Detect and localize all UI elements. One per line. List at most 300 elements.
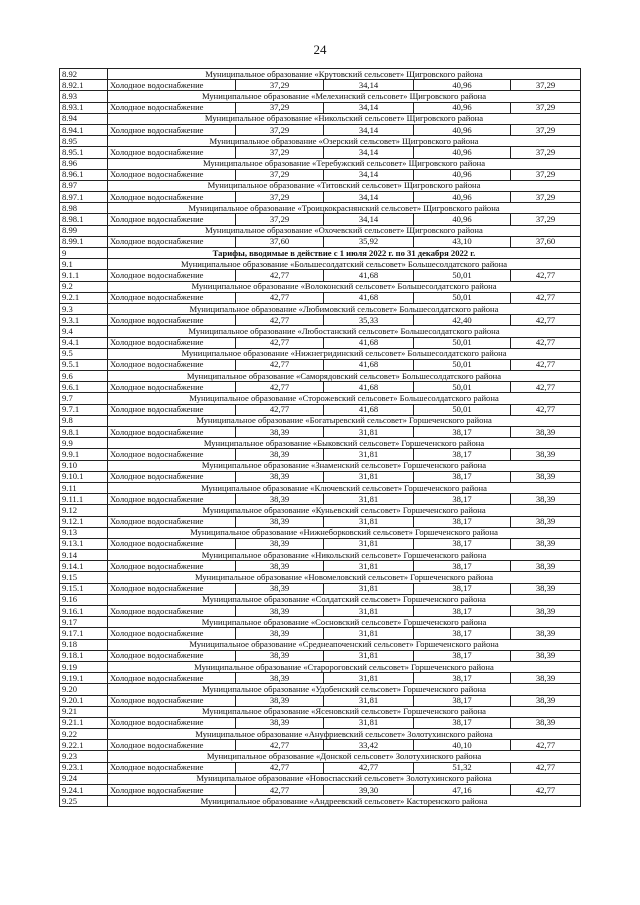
row-number: 8.96.1: [60, 169, 108, 180]
tariff-v1: 37,29: [236, 169, 324, 180]
tariff-v1: 38,39: [236, 606, 324, 617]
tariff-v1: 38,39: [236, 673, 324, 684]
tariff-v3: 43,10: [414, 236, 511, 247]
row-number: 9.20.1: [60, 695, 108, 706]
row-number: 8.97: [60, 180, 108, 191]
municipality-name: Муниципальное образование «Саморядовский сельсовет» Большесолдатского района: [108, 371, 581, 382]
row-number: 9.5.1: [60, 359, 108, 370]
municipality-name: Муниципальное образование «Андреевский сельсовет» Касторенского района: [108, 796, 581, 807]
tariff-value-row: [60, 471, 581, 482]
tariff-value-row: [60, 628, 581, 639]
tariff-v2: 31,81: [324, 449, 414, 460]
row-number: 9.8: [60, 415, 108, 426]
tariff-value-row: [60, 762, 581, 773]
tariff-value-row: [60, 192, 581, 203]
tariff-v4: 37,60: [511, 236, 581, 247]
row-number: 9.2.1: [60, 292, 108, 303]
municipality-row: [60, 326, 581, 337]
tariff-v2: 31,81: [324, 427, 414, 438]
tariff-v1: 38,39: [236, 449, 324, 460]
row-number: 9.14: [60, 550, 108, 561]
service-name: Холодное водоснабжение: [108, 471, 236, 482]
tariff-value-row: [60, 236, 581, 247]
row-number: 9.22.1: [60, 740, 108, 751]
municipality-name: Муниципальное образование «Ясеновский сельсовет» Горшеченского района: [108, 706, 581, 717]
municipality-name: Муниципальное образование «Никольский сельсовет» Щигровского района: [108, 113, 581, 124]
row-number: 8.93.1: [60, 102, 108, 113]
service-name: Холодное водоснабжение: [108, 449, 236, 460]
tariff-v4: 38,39: [511, 561, 581, 572]
tariff-v1: 37,29: [236, 192, 324, 203]
tariff-v4: 38,39: [511, 606, 581, 617]
tariff-value-row: [60, 449, 581, 460]
municipality-row: [60, 415, 581, 426]
tariff-value-row: [60, 494, 581, 505]
municipality-row: [60, 729, 581, 740]
tariff-v3: 50,01: [414, 292, 511, 303]
tariff-v4: 38,39: [511, 695, 581, 706]
tariff-value-row: [60, 717, 581, 728]
tariff-value-row: [60, 359, 581, 370]
tariff-value-row: [60, 214, 581, 225]
tariff-v2: 31,81: [324, 516, 414, 527]
tariff-value-row: [60, 695, 581, 706]
row-number: 9.4: [60, 326, 108, 337]
municipality-name: Муниципальное образование «Удобенский сельсовет» Горшеченского района: [108, 684, 581, 695]
row-number: 8.93: [60, 91, 108, 102]
tariff-value-row: [60, 740, 581, 751]
municipality-name: Муниципальное образование «Нижнеборковский сельсовет» Горшеченского района: [108, 527, 581, 538]
tariff-v1: 37,29: [236, 124, 324, 135]
tariff-v3: 38,17: [414, 516, 511, 527]
tariff-v3: 38,17: [414, 583, 511, 594]
municipality-name: Муниципальное образование «Новоспасский сельсовет» Золотухинского района: [108, 773, 581, 784]
row-number: 9.10.1: [60, 471, 108, 482]
row-number: 9.6: [60, 371, 108, 382]
municipality-name: Муниципальное образование «Сосновский сельсовет» Горшеченского района: [108, 617, 581, 628]
tariff-v4: 42,77: [511, 270, 581, 281]
tariff-v1: 42,77: [236, 315, 324, 326]
tariff-v3: 40,96: [414, 147, 511, 158]
service-name: Холодное водоснабжение: [108, 337, 236, 348]
row-number: 9.17.1: [60, 628, 108, 639]
municipality-name: Муниципальное образование «Знаменский сельсовет» Горшеченского района: [108, 460, 581, 471]
municipality-row: [60, 371, 581, 382]
service-name: Холодное водоснабжение: [108, 80, 236, 91]
tariff-v4: 38,39: [511, 516, 581, 527]
tariff-v3: 38,17: [414, 628, 511, 639]
municipality-row: [60, 617, 581, 628]
tariff-value-row: [60, 673, 581, 684]
tariff-v1: 42,77: [236, 785, 324, 796]
municipality-name: Муниципальное образование «Быковский сельсовет» Горшеченского района: [108, 438, 581, 449]
row-number: 8.94: [60, 113, 108, 124]
tariff-v2: 39,30: [324, 785, 414, 796]
municipality-row: [60, 796, 581, 807]
municipality-row: [60, 69, 581, 80]
municipality-row: [60, 91, 581, 102]
tariff-v3: 50,01: [414, 270, 511, 281]
tariff-v4: 38,39: [511, 494, 581, 505]
municipality-name: Муниципальное образование «Любостанский сельсовет» Большесолдатского района: [108, 326, 581, 337]
row-number: 8.92: [60, 69, 108, 80]
row-number: 8.99.1: [60, 236, 108, 247]
service-name: Холодное водоснабжение: [108, 762, 236, 773]
municipality-row: [60, 684, 581, 695]
tariff-v2: 41,68: [324, 270, 414, 281]
municipality-name: Муниципальное образование «Нижнегридинский сельсовет» Большесолдатского района: [108, 348, 581, 359]
row-number: 9.13: [60, 527, 108, 538]
row-number: 9.7: [60, 393, 108, 404]
municipality-row: [60, 751, 581, 762]
tariff-v3: 38,17: [414, 561, 511, 572]
tariff-v3: 38,17: [414, 673, 511, 684]
tariff-v3: 38,17: [414, 494, 511, 505]
tariff-v3: 38,17: [414, 427, 511, 438]
tariff-v3: 42,40: [414, 315, 511, 326]
service-name: Холодное водоснабжение: [108, 650, 236, 661]
tariff-v4: 38,39: [511, 538, 581, 549]
row-number: 9.14.1: [60, 561, 108, 572]
tariff-value-row: [60, 80, 581, 91]
municipality-name: Муниципальное образование «Мелехинский сельсовет» Щигровского района: [108, 91, 581, 102]
service-name: Холодное водоснабжение: [108, 102, 236, 113]
service-name: Холодное водоснабжение: [108, 236, 236, 247]
row-number: 9.18.1: [60, 650, 108, 661]
tariff-value-row: [60, 147, 581, 158]
row-number: 9.4.1: [60, 337, 108, 348]
tariff-v2: 41,68: [324, 382, 414, 393]
row-number: 8.98: [60, 203, 108, 214]
municipality-row: [60, 203, 581, 214]
municipality-name: Муниципальное образование «Волоконский сельсовет» Большесолдатского района: [108, 281, 581, 292]
municipality-name: Муниципальное образование «Донской сельсовет» Золотухинского района: [108, 751, 581, 762]
municipality-row: [60, 639, 581, 650]
tariff-value-row: [60, 583, 581, 594]
tariff-value-row: [60, 270, 581, 281]
tariff-v4: 42,77: [511, 337, 581, 348]
row-number: 9.22: [60, 729, 108, 740]
municipality-name: Муниципальное образование «Никольский сельсовет» Горшеченского района: [108, 550, 581, 561]
tariff-v1: 38,39: [236, 561, 324, 572]
service-name: Холодное водоснабжение: [108, 516, 236, 527]
municipality-name: Муниципальное образование «Куньевский сельсовет» Горшеченского района: [108, 505, 581, 516]
tariff-v1: 38,39: [236, 427, 324, 438]
row-number: 9.6.1: [60, 382, 108, 393]
municipality-name: Муниципальное образование «Крутовский сельсовет» Щигровского района: [108, 69, 581, 80]
tariff-v3: 40,10: [414, 740, 511, 751]
row-number: 9.21: [60, 706, 108, 717]
municipality-row: [60, 572, 581, 583]
service-name: Холодное водоснабжение: [108, 169, 236, 180]
municipality-name: Муниципальное образование «Большесолдатский сельсовет» Большесолдатского района: [108, 259, 581, 270]
tariff-v4: 42,77: [511, 359, 581, 370]
tariff-v2: 34,14: [324, 192, 414, 203]
tariff-v2: 34,14: [324, 80, 414, 91]
municipality-name: Муниципальное образование «Богатыревский сельсовет» Горшеченского района: [108, 415, 581, 426]
service-name: Холодное водоснабжение: [108, 583, 236, 594]
tariff-v2: 31,81: [324, 650, 414, 661]
municipality-name: Муниципальное образование «Охочевский сельсовет» Щигровского района: [108, 225, 581, 236]
tariff-v1: 37,29: [236, 80, 324, 91]
tariff-v1: 38,39: [236, 583, 324, 594]
row-number: 8.95.1: [60, 147, 108, 158]
section-header-row: [60, 248, 581, 259]
service-name: Холодное водоснабжение: [108, 270, 236, 281]
tariff-v1: 42,77: [236, 337, 324, 348]
row-number: 8.97.1: [60, 192, 108, 203]
tariff-v1: 38,39: [236, 516, 324, 527]
tariff-v4: 42,77: [511, 292, 581, 303]
tariff-v2: 31,81: [324, 471, 414, 482]
municipality-name: Муниципальное образование «Троицкокраснянский сельсовет» Щигровского района: [108, 203, 581, 214]
tariff-value-row: [60, 404, 581, 415]
municipality-row: [60, 661, 581, 672]
tariff-v3: 51,32: [414, 762, 511, 773]
tariff-value-row: [60, 382, 581, 393]
tariff-v4: 38,39: [511, 717, 581, 728]
tariff-v1: 37,29: [236, 102, 324, 113]
row-number: 9.16: [60, 594, 108, 605]
tariff-v3: 50,01: [414, 382, 511, 393]
municipality-row: [60, 348, 581, 359]
service-name: Холодное водоснабжение: [108, 606, 236, 617]
tariff-v4: 42,77: [511, 785, 581, 796]
tariff-table: [59, 68, 581, 807]
tariff-v1: 38,39: [236, 650, 324, 661]
row-number: 8.94.1: [60, 124, 108, 135]
tariff-v2: 31,81: [324, 673, 414, 684]
row-number: 9.9.1: [60, 449, 108, 460]
service-name: Холодное водоснабжение: [108, 717, 236, 728]
tariff-v1: 42,77: [236, 404, 324, 415]
municipality-name: Муниципальное образование «Старороговский сельсовет» Горшеченского района: [108, 661, 581, 672]
row-number: 9.19.1: [60, 673, 108, 684]
tariff-v2: 34,14: [324, 102, 414, 113]
tariff-v1: 42,77: [236, 762, 324, 773]
section-title: Тарифы, вводимые в действие с 1 июля 2022 г. по 31 декабря 2022 г.: [108, 248, 581, 259]
service-name: Холодное водоснабжение: [108, 292, 236, 303]
tariff-v4: 38,39: [511, 471, 581, 482]
tariff-v2: 41,68: [324, 337, 414, 348]
tariff-v1: 38,39: [236, 471, 324, 482]
tariff-value-row: [60, 561, 581, 572]
service-name: Холодное водоснабжение: [108, 785, 236, 796]
service-name: Холодное водоснабжение: [108, 427, 236, 438]
tariff-v1: 37,29: [236, 214, 324, 225]
row-number: 9.10: [60, 460, 108, 471]
row-number: 9.8.1: [60, 427, 108, 438]
service-name: Холодное водоснабжение: [108, 673, 236, 684]
tariff-v2: 31,81: [324, 583, 414, 594]
row-number: 9.16.1: [60, 606, 108, 617]
tariff-v3: 38,17: [414, 650, 511, 661]
tariff-v4: 37,29: [511, 80, 581, 91]
tariff-v3: 38,17: [414, 449, 511, 460]
row-number: 9.25: [60, 796, 108, 807]
row-number: 9.3.1: [60, 315, 108, 326]
tariff-v2: 41,68: [324, 404, 414, 415]
tariff-v3: 40,96: [414, 80, 511, 91]
row-number: 9.24.1: [60, 785, 108, 796]
tariff-v3: 38,17: [414, 717, 511, 728]
tariff-v4: 42,77: [511, 382, 581, 393]
row-number: 9.11: [60, 482, 108, 493]
tariff-v4: 38,39: [511, 449, 581, 460]
row-number: 9.1: [60, 259, 108, 270]
service-name: Холодное водоснабжение: [108, 404, 236, 415]
tariff-v2: 41,68: [324, 359, 414, 370]
service-name: Холодное водоснабжение: [108, 192, 236, 203]
tariff-v1: 38,39: [236, 494, 324, 505]
municipality-name: Муниципальное образование «Теребужский сельсовет» Щигровского района: [108, 158, 581, 169]
municipality-row: [60, 225, 581, 236]
municipality-name: Муниципальное образование «Сторожевский сельсовет» Большесолдатского района: [108, 393, 581, 404]
tariff-value-row: [60, 427, 581, 438]
page-number: 24: [313, 42, 327, 57]
tariff-v3: 50,01: [414, 337, 511, 348]
tariff-v4: 38,39: [511, 583, 581, 594]
tariff-v1: 38,39: [236, 717, 324, 728]
tariff-v2: 34,14: [324, 214, 414, 225]
service-name: Холодное водоснабжение: [108, 315, 236, 326]
tariff-value-row: [60, 102, 581, 113]
municipality-name: Муниципальное образование «Ключевский сельсовет» Горшеченского района: [108, 482, 581, 493]
tariff-v2: 34,14: [324, 169, 414, 180]
tariff-v1: 42,77: [236, 359, 324, 370]
municipality-row: [60, 259, 581, 270]
tariff-v3: 47,16: [414, 785, 511, 796]
tariff-v3: 38,17: [414, 606, 511, 617]
row-number: 9.15.1: [60, 583, 108, 594]
tariff-v2: 31,81: [324, 717, 414, 728]
municipality-name: Муниципальное образование «Новомеловский сельсовет» Горшеченского района: [108, 572, 581, 583]
row-number: 9.9: [60, 438, 108, 449]
tariff-v4: 42,77: [511, 315, 581, 326]
service-name: Холодное водоснабжение: [108, 695, 236, 706]
tariff-v4: 38,39: [511, 650, 581, 661]
tariff-value-row: [60, 169, 581, 180]
municipality-row: [60, 550, 581, 561]
tariff-value-row: [60, 606, 581, 617]
tariff-v1: 38,39: [236, 628, 324, 639]
tariff-v1: 38,39: [236, 538, 324, 549]
tariff-v2: 31,81: [324, 561, 414, 572]
row-number: 9.12.1: [60, 516, 108, 527]
municipality-row: [60, 393, 581, 404]
tariff-v2: 35,33: [324, 315, 414, 326]
tariff-v3: 40,96: [414, 124, 511, 135]
row-number: 8.96: [60, 158, 108, 169]
row-number: 9.1.1: [60, 270, 108, 281]
service-name: Холодное водоснабжение: [108, 359, 236, 370]
tariff-v3: 38,17: [414, 695, 511, 706]
row-number: 9.20: [60, 684, 108, 695]
municipality-name: Муниципальное образование «Любимовский сельсовет» Большесолдатского района: [108, 303, 581, 314]
municipality-row: [60, 303, 581, 314]
municipality-name: Муниципальное образование «Ануфриевский сельсовет» Золотухинского района: [108, 729, 581, 740]
row-number: 9.21.1: [60, 717, 108, 728]
tariff-v1: 42,77: [236, 292, 324, 303]
service-name: Холодное водоснабжение: [108, 538, 236, 549]
row-number: 9.15: [60, 572, 108, 583]
municipality-row: [60, 158, 581, 169]
tariff-v4: 38,39: [511, 673, 581, 684]
tariff-v3: 50,01: [414, 404, 511, 415]
tariff-v2: 34,14: [324, 124, 414, 135]
service-name: Холодное водоснабжение: [108, 561, 236, 572]
tariff-value-row: [60, 650, 581, 661]
service-name: Холодное водоснабжение: [108, 494, 236, 505]
municipality-name: Муниципальное образование «Среднеапоченский сельсовет» Горшеченского района: [108, 639, 581, 650]
municipality-row: [60, 281, 581, 292]
tariff-v4: 37,29: [511, 192, 581, 203]
tariff-value-row: [60, 124, 581, 135]
row-number: 9.12: [60, 505, 108, 516]
tariff-v2: 31,81: [324, 494, 414, 505]
municipality-row: [60, 113, 581, 124]
tariff-value-row: [60, 516, 581, 527]
row-number: 8.92.1: [60, 80, 108, 91]
service-name: Холодное водоснабжение: [108, 382, 236, 393]
tariff-v3: 38,17: [414, 471, 511, 482]
tariff-v3: 50,01: [414, 359, 511, 370]
tariff-v3: 40,96: [414, 169, 511, 180]
tariff-v4: 38,39: [511, 427, 581, 438]
municipality-row: [60, 773, 581, 784]
tariff-v4: 37,29: [511, 124, 581, 135]
tariff-v3: 40,96: [414, 192, 511, 203]
tariff-v2: 31,81: [324, 538, 414, 549]
municipality-row: [60, 527, 581, 538]
municipality-name: Муниципальное образование «Титовский сельсовет» Щигровского района: [108, 180, 581, 191]
municipality-row: [60, 136, 581, 147]
municipality-row: [60, 482, 581, 493]
tariff-v2: 42,77: [324, 762, 414, 773]
tariff-v2: 31,81: [324, 695, 414, 706]
tariff-v2: 33,42: [324, 740, 414, 751]
municipality-name: Муниципальное образование «Озерский сельсовет» Щигровского района: [108, 136, 581, 147]
row-number: 9.19: [60, 661, 108, 672]
municipality-row: [60, 706, 581, 717]
tariff-v4: 42,77: [511, 762, 581, 773]
municipality-row: [60, 180, 581, 191]
tariff-v4: 37,29: [511, 102, 581, 113]
tariff-value-row: [60, 538, 581, 549]
row-number: 9.5: [60, 348, 108, 359]
tariff-v1: 42,77: [236, 382, 324, 393]
service-name: Холодное водоснабжение: [108, 740, 236, 751]
service-name: Холодное водоснабжение: [108, 214, 236, 225]
tariff-value-row: [60, 292, 581, 303]
tariff-v2: 31,81: [324, 606, 414, 617]
tariff-v2: 31,81: [324, 628, 414, 639]
row-number: 9.7.1: [60, 404, 108, 415]
service-name: Холодное водоснабжение: [108, 124, 236, 135]
row-number: 9.17: [60, 617, 108, 628]
tariff-v4: 42,77: [511, 740, 581, 751]
tariff-v2: 35,92: [324, 236, 414, 247]
tariff-v4: 37,29: [511, 214, 581, 225]
tariff-v1: 38,39: [236, 695, 324, 706]
tariff-v3: 40,96: [414, 102, 511, 113]
municipality-row: [60, 505, 581, 516]
row-number: 9: [60, 248, 108, 259]
tariff-v4: 37,29: [511, 147, 581, 158]
municipality-row: [60, 438, 581, 449]
municipality-row: [60, 594, 581, 605]
row-number: 9.24: [60, 773, 108, 784]
